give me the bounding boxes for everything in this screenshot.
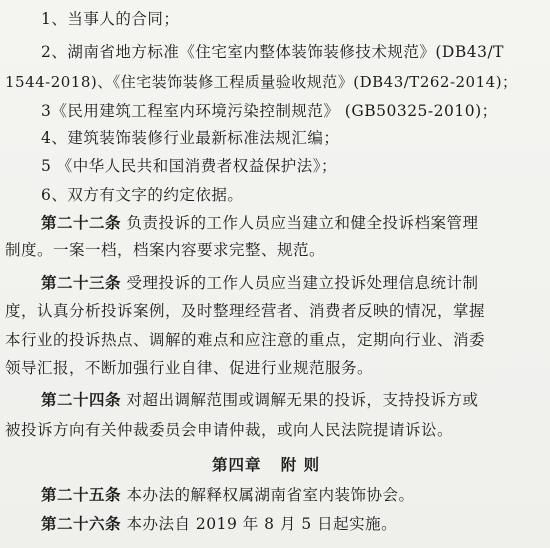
article-24-line-2: 被投诉方向有关仲裁委员会申请仲裁，或向人民法院提请诉讼。	[5, 421, 454, 439]
article-23-line-1	[41, 273, 478, 293]
article-26-text: 本办法自 2019 年 8 月 5 日起实施。	[121, 515, 398, 533]
basis-item-1: 1、当事人的合同；	[41, 10, 180, 28]
basis-item-5: 5 《中华人民共和国消费者权益保护法》；	[41, 157, 338, 175]
basis-item-2-continued: 1544-2018)、《住宅装饰装修工程质量验收规范》(DB43/T262-2014)；	[5, 73, 518, 91]
chapter-4-heading: 第四章 附 则	[212, 455, 321, 474]
article-23-title: 第二十三条	[41, 273, 122, 292]
article-25-text: 本办法的解释权属湖南省室内装饰协会。	[121, 486, 415, 504]
article-23-text-1: 受理投诉的工作人员应当建立投诉处理信息统计制	[121, 274, 479, 292]
basis-item-4: 4、建筑装饰装修行业最新标准法规汇编；	[41, 129, 340, 147]
article-25-line	[41, 485, 414, 505]
article-23-line-2: 度，认真分析投诉案例，及时整理经营者、消费者反映的情况，掌握	[5, 302, 486, 320]
article-22-line-1	[41, 213, 478, 233]
basis-item-3: 3《民用建筑工程室内环境污染控制规范》 (GB50325-2010)；	[41, 102, 498, 120]
article-26-title: 第二十六条	[41, 514, 122, 533]
article-22-line-2: 制度。一案一档，档案内容要求完整、规范。	[5, 241, 326, 259]
article-25-title: 第二十五条	[41, 485, 122, 504]
article-23-line-3: 本行业的投诉热点、调解的难点和应注意的重点，定期向行业、消委	[5, 331, 486, 349]
article-24-line-1	[41, 390, 478, 410]
article-22-text-1: 负责投诉的工作人员应当建立和健全投诉档案管理	[121, 214, 479, 232]
article-22-title: 第二十二条	[41, 213, 122, 232]
article-24-title: 第二十四条	[41, 390, 122, 409]
article-26-line	[41, 514, 397, 534]
article-24-text-1: 对超出调解范围或调解无果的投诉，支持投诉方或	[121, 391, 479, 409]
article-23-line-4: 领导汇报，不断加强行业自律、促进行业规范服务。	[5, 359, 374, 377]
basis-item-2: 2、湖南省地方标准《住宅室内整体装饰装修技术规范》(DB43/T	[41, 43, 505, 61]
basis-item-6: 6、双方有文字的约定依据。	[41, 186, 244, 204]
